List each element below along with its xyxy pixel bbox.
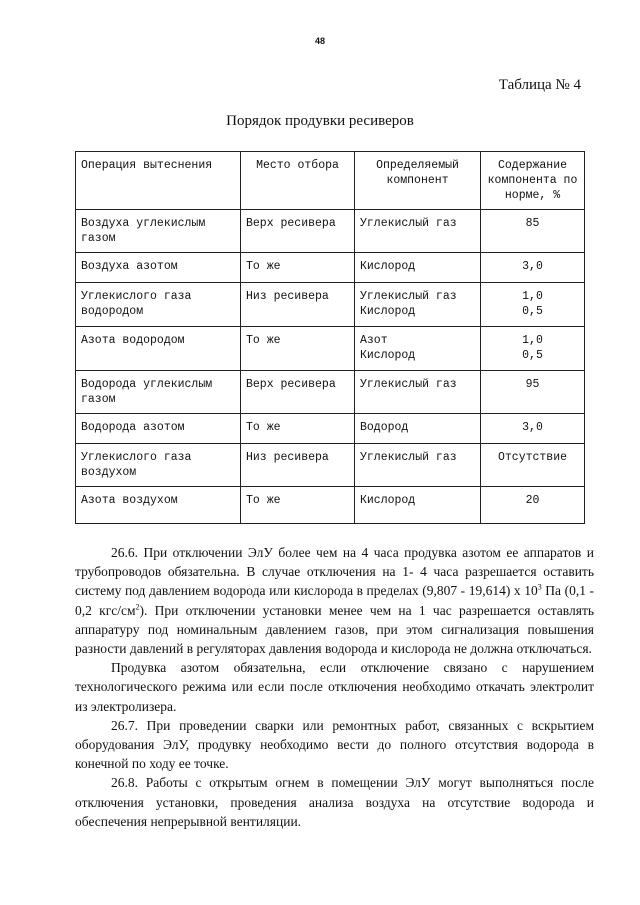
table-row	[76, 210, 585, 253]
operation-cell	[76, 327, 241, 371]
paragraph-text: ). При отключении установки менее чем на 1 час разрешается оставлять аппаратуру под номинальным давлением газов, при этом сигнализация повышения разности давлений в регуляторах давления водорода и кислорода не должна отключаться.	[75, 602, 594, 657]
place-cell-line: Верх ресивера	[246, 217, 336, 230]
operation-cell	[76, 414, 241, 444]
component-cell	[355, 444, 481, 487]
operation-cell	[76, 253, 241, 283]
paragraph-26-6	[75, 543, 594, 658]
operation-cell-line: Углекислого газа воздухом	[81, 451, 192, 479]
value-cell-line: 3,0	[522, 421, 543, 434]
component-cell-line: Кислород	[360, 349, 416, 362]
header-content: Содержание компонента по норме, %	[481, 152, 585, 210]
component-cell	[355, 253, 481, 283]
table-row	[76, 487, 585, 524]
value-cell-line: 20	[525, 494, 540, 507]
value-cell	[481, 327, 585, 371]
value-cell-line: 3,0	[522, 260, 543, 273]
table-row	[76, 283, 585, 327]
operation-cell-line: Азота воздухом	[81, 494, 178, 507]
component-cell	[355, 414, 481, 444]
operation-cell	[76, 487, 241, 524]
table-number: Таблица № 4	[498, 77, 581, 93]
header-component: Определяемый компонент	[355, 152, 481, 210]
value-cell	[481, 253, 585, 283]
place-cell	[241, 210, 355, 253]
place-cell-line: То же	[246, 494, 281, 507]
place-cell	[241, 283, 355, 327]
paragraph-26-7: 26.7. При проведении сварки или ремонтных работ, связанных с вскрытием оборудования ЭлУ, продувку необходимо вести до полного отсутствия водорода в конечной по ходу ее точке.	[75, 717, 594, 772]
value-cell	[481, 444, 585, 487]
place-cell-line: Низ ресивера	[246, 451, 329, 464]
table-title: Порядок продувки ресиверов	[226, 113, 414, 129]
value-cell-line: 0,5	[522, 349, 543, 362]
component-cell	[355, 371, 481, 414]
paragraph-text: 26.6. При отключении ЭлУ более чем на 4 часа продувка азотом ее аппаратов и трубопроводов обязательна. В случае отключения на 1- 4 часа разрешается оставить систему под давлением водорода или кислорода в пределах (9,807 - 19,614) x 10	[75, 545, 594, 599]
header-place: Место отбора	[241, 152, 355, 210]
table-row	[76, 253, 585, 283]
value-cell	[481, 283, 585, 327]
operation-cell-line: Воздуха углекислым газом	[81, 217, 206, 245]
place-cell	[241, 444, 355, 487]
component-cell-line: Кислород	[360, 305, 416, 318]
operation-cell-line: Углекислого газа водородом	[81, 290, 192, 318]
exponent: 3	[537, 582, 542, 592]
component-cell-line: Углекислый газ	[360, 290, 457, 303]
place-cell-line: То же	[246, 334, 281, 347]
value-cell-line: 1,0	[522, 334, 543, 347]
table-row	[76, 327, 585, 371]
page-number: 48	[314, 36, 325, 46]
table-row	[76, 414, 585, 444]
place-cell	[241, 327, 355, 371]
value-cell	[481, 371, 585, 414]
component-cell-line: Углекислый газ	[360, 451, 457, 464]
place-cell-line: То же	[246, 421, 281, 434]
exponent: 2	[135, 602, 140, 612]
operation-cell-line: Водорода азотом	[81, 421, 185, 434]
table-header-row	[76, 152, 585, 210]
place-cell	[241, 371, 355, 414]
paragraph-26-8: 26.8. Работы с открытым огнем в помещении ЭлУ могут выполняться после отключения установки, проведения анализа воздуха на отсутствие водорода и обеспечения непрерывной вентиляции.	[75, 775, 594, 829]
place-cell-line: То же	[246, 260, 281, 273]
component-cell-line: Углекислый газ	[360, 217, 457, 230]
value-cell-line: 1,0	[522, 290, 543, 303]
paragraph-text: Па (0,1 - 0,2 кгс/см	[75, 583, 595, 618]
place-cell	[241, 414, 355, 444]
value-cell	[481, 487, 585, 524]
component-cell-line: Азот	[360, 334, 388, 347]
component-cell-line: Водород	[360, 421, 409, 434]
component-cell	[355, 487, 481, 524]
value-cell	[481, 414, 585, 444]
purge-table	[75, 151, 585, 524]
header-operation: Операция вытеснения	[76, 152, 241, 210]
place-cell	[241, 253, 355, 283]
table-row	[76, 444, 585, 487]
value-cell-line: 85	[525, 217, 540, 230]
component-cell	[355, 283, 481, 327]
value-cell-line: Отсутствие	[497, 451, 567, 464]
place-cell-line: Верх ресивера	[246, 378, 336, 391]
body-text	[75, 543, 594, 831]
operation-cell-line: Водорода углекислым газом	[81, 378, 213, 406]
operation-cell	[76, 210, 241, 253]
operation-cell	[76, 283, 241, 327]
operation-cell	[76, 444, 241, 487]
table-row	[76, 371, 585, 414]
paragraph-purge-note: Продувка азотом обязательна, если отключение связано с нарушением технологического режима или если после отключения необходимо откачать электролит из электролизера.	[75, 660, 594, 714]
operation-cell	[76, 371, 241, 414]
place-cell-line: Низ ресивера	[246, 290, 329, 303]
component-cell-line: Кислород	[360, 494, 416, 507]
component-cell	[355, 210, 481, 253]
operation-cell-line: Воздуха азотом	[81, 260, 178, 273]
component-cell	[355, 327, 481, 371]
place-cell	[241, 487, 355, 524]
value-cell-line: 0,5	[522, 305, 543, 318]
value-cell-line: 95	[525, 378, 540, 391]
component-cell-line: Углекислый газ	[360, 378, 457, 391]
value-cell	[481, 210, 585, 253]
operation-cell-line: Азота водородом	[81, 334, 185, 347]
component-cell-line: Кислород	[360, 260, 416, 273]
